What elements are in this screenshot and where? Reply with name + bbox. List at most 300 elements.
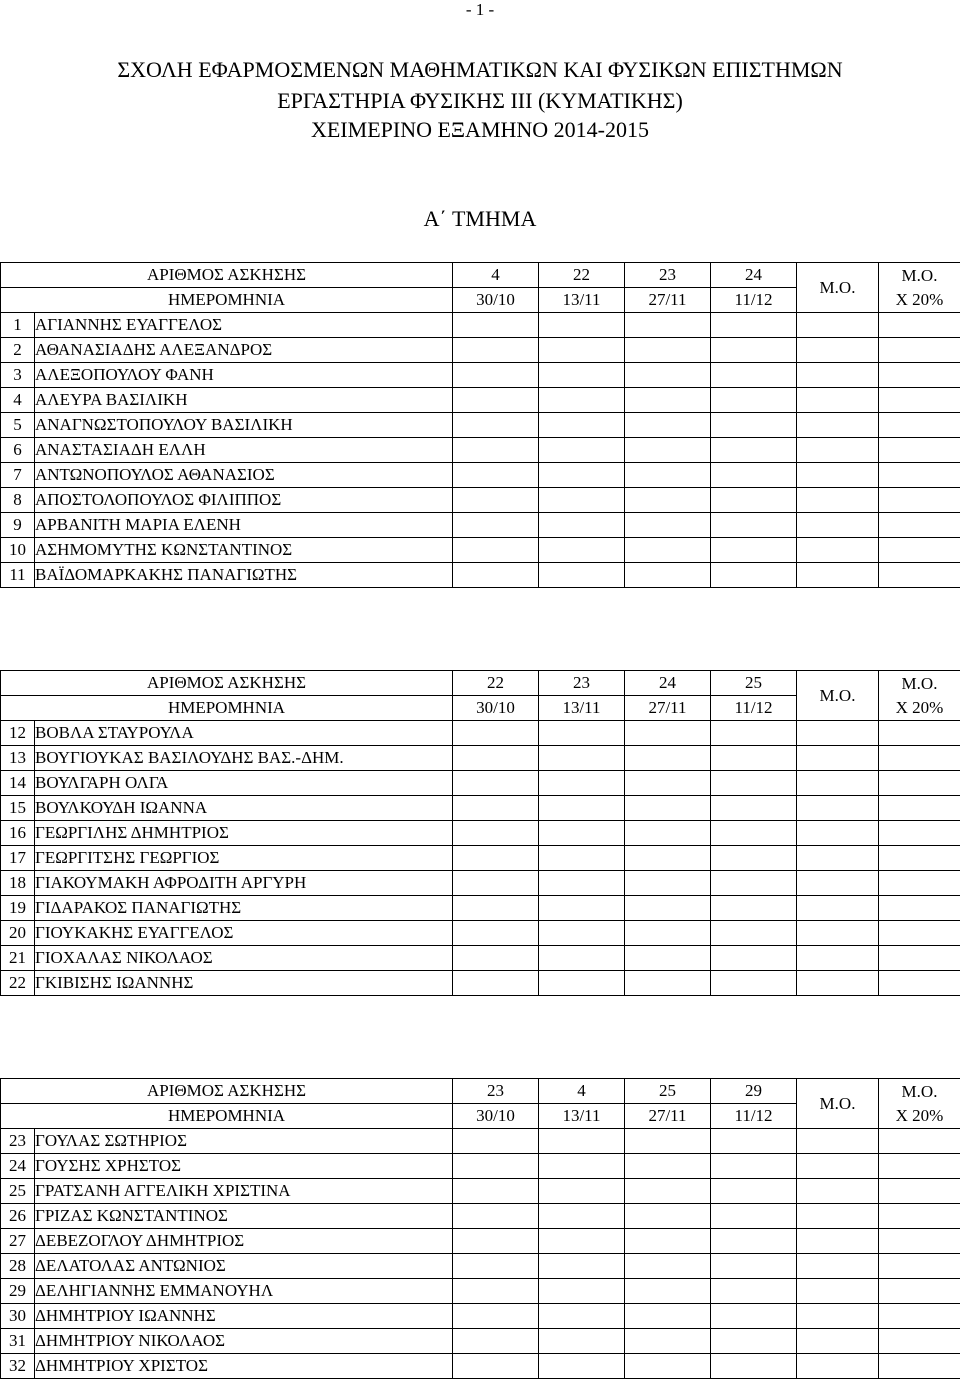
- grade-cell[interactable]: [625, 1354, 711, 1379]
- grade-cell[interactable]: [879, 413, 960, 438]
- grade-cell[interactable]: [539, 513, 625, 538]
- student-number: 10: [1, 538, 35, 563]
- exercise-date: 11/12: [711, 696, 797, 721]
- grade-cell[interactable]: [625, 1304, 711, 1329]
- student-number: 18: [1, 871, 35, 896]
- student-name: ΔΗΜΗΤΡΙΟΥ ΧΡΙΣΤΟΣ: [35, 1354, 453, 1379]
- grade-cell[interactable]: [797, 463, 879, 488]
- student-name: ΔΗΜΗΤΡΙΟΥ ΙΩΑΝΝΗΣ: [35, 1304, 453, 1329]
- grade-cell[interactable]: [453, 821, 539, 846]
- grade-cell[interactable]: [879, 388, 960, 413]
- exercise-number: 22: [453, 671, 539, 696]
- section-title: Α΄ ΤΜΗΜΑ: [423, 206, 537, 231]
- student-row: [1, 721, 960, 746]
- grade-cell[interactable]: [453, 563, 539, 588]
- grade-cell[interactable]: [711, 746, 797, 771]
- grade-cell[interactable]: [711, 1354, 797, 1379]
- grade-cell[interactable]: [539, 313, 625, 338]
- grade-cell[interactable]: [711, 488, 797, 513]
- grade-cell[interactable]: [625, 363, 711, 388]
- student-number: 23: [1, 1129, 35, 1154]
- grade-cell[interactable]: [453, 846, 539, 871]
- roster-table-1: [0, 262, 960, 588]
- grade-cell[interactable]: [539, 1179, 625, 1204]
- grade-cell[interactable]: [879, 796, 960, 821]
- average-header: Μ.Ο.: [797, 1079, 879, 1129]
- grade-cell[interactable]: [625, 463, 711, 488]
- semester-title: ΧΕΙΜΕΡΙΝΟ ΕΞΑΜΗΝΟ 2014-2015: [310, 117, 649, 142]
- grade-cell[interactable]: [797, 1229, 879, 1254]
- weighted-average-label: Μ.Ο.: [901, 1081, 938, 1101]
- grade-cell[interactable]: [711, 871, 797, 896]
- exercise-date: 13/11: [539, 288, 625, 313]
- grade-cell[interactable]: [453, 871, 539, 896]
- grade-cell[interactable]: [539, 821, 625, 846]
- grade-cell[interactable]: [539, 1154, 625, 1179]
- grade-cell[interactable]: [453, 538, 539, 563]
- grade-cell[interactable]: [539, 846, 625, 871]
- exercise-label: ΑΡΙΘΜΟΣ ΑΣΚΗΣΗΣ: [1, 1079, 453, 1104]
- grade-cell[interactable]: [879, 463, 960, 488]
- grade-cell[interactable]: [711, 1329, 797, 1354]
- grade-cell[interactable]: [539, 796, 625, 821]
- student-number: 2: [1, 338, 35, 363]
- exercise-number: 4: [453, 263, 539, 288]
- grade-cell[interactable]: [797, 1179, 879, 1204]
- date-label: ΗΜΕΡΟΜΗΝΙΑ: [1, 1104, 453, 1129]
- grade-cell[interactable]: [539, 1329, 625, 1354]
- grade-cell[interactable]: [879, 821, 960, 846]
- grade-cell[interactable]: [797, 771, 879, 796]
- grade-cell[interactable]: [797, 746, 879, 771]
- student-row: [1, 1329, 960, 1354]
- grade-cell[interactable]: [797, 1304, 879, 1329]
- student-row: [1, 1254, 960, 1279]
- grade-cell[interactable]: [797, 946, 879, 971]
- grade-cell[interactable]: [711, 971, 797, 996]
- weighted-average-header: [879, 1079, 960, 1129]
- student-name: ΒΑΪΔΟΜΑΡΚΑΚΗΣ ΠΑΝΑΓΙΩΤΗΣ: [35, 563, 453, 588]
- grade-cell[interactable]: [711, 821, 797, 846]
- grade-cell[interactable]: [711, 338, 797, 363]
- grade-cell[interactable]: [797, 921, 879, 946]
- grade-cell[interactable]: [879, 1354, 960, 1379]
- grade-cell[interactable]: [711, 1304, 797, 1329]
- exercise-number: 22: [539, 263, 625, 288]
- grade-cell[interactable]: [453, 1129, 539, 1154]
- student-number: 17: [1, 846, 35, 871]
- grade-cell[interactable]: [879, 1254, 960, 1279]
- student-row: [1, 771, 960, 796]
- grade-cell[interactable]: [453, 896, 539, 921]
- grade-cell[interactable]: [453, 1279, 539, 1304]
- grade-cell[interactable]: [625, 921, 711, 946]
- student-name: ΓΡΙΖΑΣ ΚΩΝΣΤΑΝΤΙΝΟΣ: [35, 1204, 453, 1229]
- grade-cell[interactable]: [711, 1179, 797, 1204]
- grade-cell[interactable]: [797, 363, 879, 388]
- grade-cell[interactable]: [879, 1129, 960, 1154]
- grade-cell[interactable]: [711, 1204, 797, 1229]
- grade-cell[interactable]: [453, 388, 539, 413]
- grade-cell[interactable]: [453, 796, 539, 821]
- student-name: ΓΙΟΥΚΑΚΗΣ ΕΥΑΓΓΕΛΟΣ: [35, 921, 453, 946]
- grade-cell[interactable]: [711, 846, 797, 871]
- student-row: [1, 488, 960, 513]
- grade-cell[interactable]: [711, 363, 797, 388]
- grade-cell[interactable]: [625, 896, 711, 921]
- exercise-date: 30/10: [453, 1104, 539, 1129]
- student-number: 1: [1, 313, 35, 338]
- student-row: [1, 1179, 960, 1204]
- grade-cell[interactable]: [879, 488, 960, 513]
- student-name: ΑΛΕΞΟΠΟΥΛΟΥ ΦΑΝΗ: [35, 363, 453, 388]
- grade-cell[interactable]: [797, 1254, 879, 1279]
- student-name: ΑΓΙΑΝΝΗΣ ΕΥΑΓΓΕΛΟΣ: [35, 313, 453, 338]
- grade-cell[interactable]: [625, 971, 711, 996]
- grade-cell[interactable]: [711, 721, 797, 746]
- student-number: 5: [1, 413, 35, 438]
- grade-cell[interactable]: [879, 896, 960, 921]
- grade-cell[interactable]: [625, 338, 711, 363]
- grade-cell[interactable]: [539, 921, 625, 946]
- grade-cell[interactable]: [625, 871, 711, 896]
- grade-cell[interactable]: [797, 721, 879, 746]
- grade-cell[interactable]: [879, 1279, 960, 1304]
- grade-cell[interactable]: [797, 413, 879, 438]
- exercise-date: 11/12: [711, 288, 797, 313]
- grade-cell[interactable]: [539, 771, 625, 796]
- grade-cell[interactable]: [453, 946, 539, 971]
- student-name: ΑΝΑΓΝΩΣΤΟΠΟΥΛΟΥ ΒΑΣΙΛΙΚΗ: [35, 413, 453, 438]
- grade-cell[interactable]: [453, 771, 539, 796]
- grade-cell[interactable]: [797, 488, 879, 513]
- student-row: [1, 921, 960, 946]
- student-row: [1, 1304, 960, 1329]
- average-header: Μ.Ο.: [797, 671, 879, 721]
- student-row: [1, 1129, 960, 1154]
- exercise-date: 27/11: [625, 288, 711, 313]
- student-number: 24: [1, 1154, 35, 1179]
- grade-cell[interactable]: [879, 971, 960, 996]
- grade-cell[interactable]: [625, 946, 711, 971]
- student-row: [1, 438, 960, 463]
- grade-cell[interactable]: [711, 771, 797, 796]
- page-number: - 1 -: [465, 0, 495, 19]
- student-number: 27: [1, 1229, 35, 1254]
- student-row: [1, 1204, 960, 1229]
- grade-cell[interactable]: [879, 946, 960, 971]
- student-number: 14: [1, 771, 35, 796]
- grade-cell[interactable]: [797, 1354, 879, 1379]
- grade-cell[interactable]: [711, 513, 797, 538]
- grade-cell[interactable]: [879, 846, 960, 871]
- weighted-average-factor: Χ 20%: [895, 289, 944, 309]
- grade-cell[interactable]: [797, 971, 879, 996]
- student-name: ΔΗΜΗΤΡΙΟΥ ΝΙΚΟΛΑΟΣ: [35, 1329, 453, 1354]
- grade-cell[interactable]: [711, 1154, 797, 1179]
- exercise-date: 11/12: [711, 1104, 797, 1129]
- grade-cell[interactable]: [453, 363, 539, 388]
- grade-cell[interactable]: [625, 1154, 711, 1179]
- grade-cell[interactable]: [453, 338, 539, 363]
- grade-cell[interactable]: [711, 946, 797, 971]
- exercise-number: 23: [625, 263, 711, 288]
- grade-cell[interactable]: [625, 513, 711, 538]
- student-row: [1, 338, 960, 363]
- grade-cell[interactable]: [539, 946, 625, 971]
- grade-cell[interactable]: [453, 1154, 539, 1179]
- exercise-date: 13/11: [539, 1104, 625, 1129]
- grade-cell[interactable]: [625, 1279, 711, 1304]
- grade-cell[interactable]: [879, 871, 960, 896]
- grade-cell[interactable]: [797, 538, 879, 563]
- grade-cell[interactable]: [539, 721, 625, 746]
- student-name: ΑΝΑΣΤΑΣΙΑΔΗ ΕΛΛΗ: [35, 438, 453, 463]
- grade-cell[interactable]: [879, 1329, 960, 1354]
- student-number: 6: [1, 438, 35, 463]
- grade-cell[interactable]: [879, 363, 960, 388]
- grade-cell[interactable]: [797, 821, 879, 846]
- exercise-label: ΑΡΙΘΜΟΣ ΑΣΚΗΣΗΣ: [1, 263, 453, 288]
- grade-cell[interactable]: [539, 1229, 625, 1254]
- student-number: 31: [1, 1329, 35, 1354]
- student-name: ΑΘΑΝΑΣΙΑΔΗΣ ΑΛΕΞΑΝΔΡΟΣ: [35, 338, 453, 363]
- exercise-date: 27/11: [625, 1104, 711, 1129]
- student-number: 3: [1, 363, 35, 388]
- weighted-average-label: Μ.Ο.: [901, 265, 938, 285]
- grade-cell[interactable]: [453, 1304, 539, 1329]
- student-number: 26: [1, 1204, 35, 1229]
- grade-cell[interactable]: [539, 463, 625, 488]
- grade-cell[interactable]: [539, 1204, 625, 1229]
- grade-cell[interactable]: [453, 921, 539, 946]
- grade-cell[interactable]: [797, 313, 879, 338]
- grade-cell[interactable]: [879, 1154, 960, 1179]
- grade-cell[interactable]: [711, 538, 797, 563]
- grade-cell[interactable]: [711, 796, 797, 821]
- grade-cell[interactable]: [453, 1204, 539, 1229]
- grade-cell[interactable]: [625, 438, 711, 463]
- grade-cell[interactable]: [797, 338, 879, 363]
- grade-cell[interactable]: [625, 1129, 711, 1154]
- student-number: 7: [1, 463, 35, 488]
- exercise-number: 23: [539, 671, 625, 696]
- grade-cell[interactable]: [879, 313, 960, 338]
- grade-cell[interactable]: [453, 1354, 539, 1379]
- grade-cell[interactable]: [879, 1229, 960, 1254]
- grade-cell[interactable]: [711, 413, 797, 438]
- grade-cell[interactable]: [539, 563, 625, 588]
- grade-cell[interactable]: [453, 971, 539, 996]
- student-row: [1, 363, 960, 388]
- student-row: [1, 896, 960, 921]
- grade-cell[interactable]: [797, 896, 879, 921]
- weighted-average-factor: Χ 20%: [895, 1105, 944, 1125]
- grade-cell[interactable]: [539, 388, 625, 413]
- student-name: ΒΟΒΛΑ ΣΤΑΥΡΟΥΛΑ: [35, 721, 453, 746]
- date-label: ΗΜΕΡΟΜΗΝΙΑ: [1, 288, 453, 313]
- grade-cell[interactable]: [539, 1304, 625, 1329]
- grade-cell[interactable]: [625, 1229, 711, 1254]
- grade-cell[interactable]: [539, 438, 625, 463]
- student-row: [1, 413, 960, 438]
- grade-cell[interactable]: [711, 1254, 797, 1279]
- student-name: ΓΟΥΛΑΣ ΣΩΤΗΡΙΟΣ: [35, 1129, 453, 1154]
- grade-cell[interactable]: [711, 388, 797, 413]
- grade-cell[interactable]: [625, 746, 711, 771]
- grade-cell[interactable]: [711, 896, 797, 921]
- student-row: [1, 846, 960, 871]
- grade-cell[interactable]: [453, 1179, 539, 1204]
- student-name: ΑΛΕΥΡΑ ΒΑΣΙΛΙΚΗ: [35, 388, 453, 413]
- grade-cell[interactable]: [879, 563, 960, 588]
- grade-cell[interactable]: [539, 1279, 625, 1304]
- grade-cell[interactable]: [711, 563, 797, 588]
- student-number: 13: [1, 746, 35, 771]
- grade-cell[interactable]: [625, 846, 711, 871]
- grade-cell[interactable]: [879, 1179, 960, 1204]
- grade-cell[interactable]: [625, 538, 711, 563]
- grade-cell[interactable]: [539, 1129, 625, 1154]
- exercise-date: 30/10: [453, 288, 539, 313]
- student-name: ΓΙΔΑΡΑΚΟΣ ΠΑΝΑΓΙΩΤΗΣ: [35, 896, 453, 921]
- grade-cell[interactable]: [453, 413, 539, 438]
- student-number: 12: [1, 721, 35, 746]
- grade-cell[interactable]: [539, 1354, 625, 1379]
- grade-cell[interactable]: [797, 1204, 879, 1229]
- grade-cell[interactable]: [625, 1329, 711, 1354]
- grade-cell[interactable]: [711, 438, 797, 463]
- student-number: 29: [1, 1279, 35, 1304]
- student-name: ΓΙΟΧΑΛΑΣ ΝΙΚΟΛΑΟΣ: [35, 946, 453, 971]
- grade-cell[interactable]: [879, 721, 960, 746]
- grade-cell[interactable]: [879, 746, 960, 771]
- student-name: ΔΕΒΕΖΟΓΛΟΥ ΔΗΜΗΤΡΙΟΣ: [35, 1229, 453, 1254]
- grade-cell[interactable]: [797, 1329, 879, 1354]
- student-row: [1, 946, 960, 971]
- grade-cell[interactable]: [797, 1129, 879, 1154]
- student-number: 9: [1, 513, 35, 538]
- grade-cell[interactable]: [625, 1204, 711, 1229]
- student-row: [1, 563, 960, 588]
- roster-table-2: [0, 670, 960, 996]
- grade-cell[interactable]: [879, 771, 960, 796]
- grade-cell[interactable]: [711, 463, 797, 488]
- grade-cell[interactable]: [453, 721, 539, 746]
- grade-cell[interactable]: [453, 488, 539, 513]
- student-number: 4: [1, 388, 35, 413]
- grade-cell[interactable]: [453, 1229, 539, 1254]
- student-number: 15: [1, 796, 35, 821]
- grade-cell[interactable]: [797, 513, 879, 538]
- grade-cell[interactable]: [453, 513, 539, 538]
- grade-cell[interactable]: [879, 1204, 960, 1229]
- exercise-number: 23: [453, 1079, 539, 1104]
- grade-cell[interactable]: [539, 896, 625, 921]
- student-row: [1, 871, 960, 896]
- grade-cell[interactable]: [797, 871, 879, 896]
- grade-cell[interactable]: [453, 438, 539, 463]
- student-row: [1, 463, 960, 488]
- grade-cell[interactable]: [879, 513, 960, 538]
- student-row: [1, 971, 960, 996]
- student-name: ΒΟΥΛΚΟΥΔΗ ΙΩΑΝΝΑ: [35, 796, 453, 821]
- student-row: [1, 746, 960, 771]
- grade-cell[interactable]: [625, 1179, 711, 1204]
- grade-cell[interactable]: [625, 313, 711, 338]
- student-number: 21: [1, 946, 35, 971]
- grade-cell[interactable]: [625, 796, 711, 821]
- grade-cell[interactable]: [625, 821, 711, 846]
- exercise-row: [1, 1079, 960, 1104]
- student-number: 25: [1, 1179, 35, 1204]
- grade-cell[interactable]: [539, 538, 625, 563]
- grade-cell[interactable]: [539, 1254, 625, 1279]
- grade-cell[interactable]: [539, 488, 625, 513]
- school-title: ΣΧΟΛΗ ΕΦΑΡΜΟΣΜΕΝΩΝ ΜΑΘΗΜΑΤΙΚΩΝ ΚΑΙ ΦΥΣΙΚΩΝ ΕΠΙΣΤΗΜΩΝ: [117, 57, 843, 82]
- grade-cell[interactable]: [453, 1254, 539, 1279]
- grade-cell[interactable]: [879, 1304, 960, 1329]
- student-number: 30: [1, 1304, 35, 1329]
- average-header: Μ.Ο.: [797, 263, 879, 313]
- grade-cell[interactable]: [797, 796, 879, 821]
- grade-cell[interactable]: [625, 771, 711, 796]
- grade-cell[interactable]: [711, 313, 797, 338]
- grade-cell[interactable]: [625, 488, 711, 513]
- grade-cell[interactable]: [711, 1229, 797, 1254]
- grade-cell[interactable]: [453, 313, 539, 338]
- grade-cell[interactable]: [453, 463, 539, 488]
- grade-cell[interactable]: [453, 1329, 539, 1354]
- weighted-average-label: Μ.Ο.: [901, 673, 938, 693]
- weighted-average-factor: Χ 20%: [895, 697, 944, 717]
- exercise-number: 25: [711, 671, 797, 696]
- grade-cell[interactable]: [711, 1279, 797, 1304]
- grade-cell[interactable]: [539, 746, 625, 771]
- grade-cell[interactable]: [797, 1154, 879, 1179]
- grade-cell[interactable]: [879, 438, 960, 463]
- grade-cell[interactable]: [539, 338, 625, 363]
- exercise-date: 27/11: [625, 696, 711, 721]
- grade-cell[interactable]: [797, 1279, 879, 1304]
- grade-cell[interactable]: [879, 921, 960, 946]
- grade-cell[interactable]: [711, 1129, 797, 1154]
- student-name: ΔΕΛΗΓΙΑΝΝΗΣ ΕΜΜΑΝΟΥΗΛ: [35, 1279, 453, 1304]
- grade-cell[interactable]: [539, 413, 625, 438]
- grade-cell[interactable]: [625, 388, 711, 413]
- grade-cell[interactable]: [797, 438, 879, 463]
- exercise-number: 4: [539, 1079, 625, 1104]
- grade-cell[interactable]: [797, 388, 879, 413]
- exercise-date: 13/11: [539, 696, 625, 721]
- grade-cell[interactable]: [539, 363, 625, 388]
- grade-cell[interactable]: [625, 413, 711, 438]
- student-name: ΒΟΥΛΓΑΡΗ ΟΛΓΑ: [35, 771, 453, 796]
- grade-cell[interactable]: [797, 563, 879, 588]
- grade-cell[interactable]: [797, 846, 879, 871]
- grade-cell[interactable]: [453, 746, 539, 771]
- grade-cell[interactable]: [879, 538, 960, 563]
- grade-cell[interactable]: [625, 1254, 711, 1279]
- exercise-label: ΑΡΙΘΜΟΣ ΑΣΚΗΣΗΣ: [1, 671, 453, 696]
- grade-cell[interactable]: [539, 871, 625, 896]
- grade-cell[interactable]: [625, 721, 711, 746]
- grade-cell[interactable]: [539, 971, 625, 996]
- grade-cell[interactable]: [711, 921, 797, 946]
- grade-cell[interactable]: [879, 338, 960, 363]
- grade-cell[interactable]: [625, 563, 711, 588]
- student-number: 20: [1, 921, 35, 946]
